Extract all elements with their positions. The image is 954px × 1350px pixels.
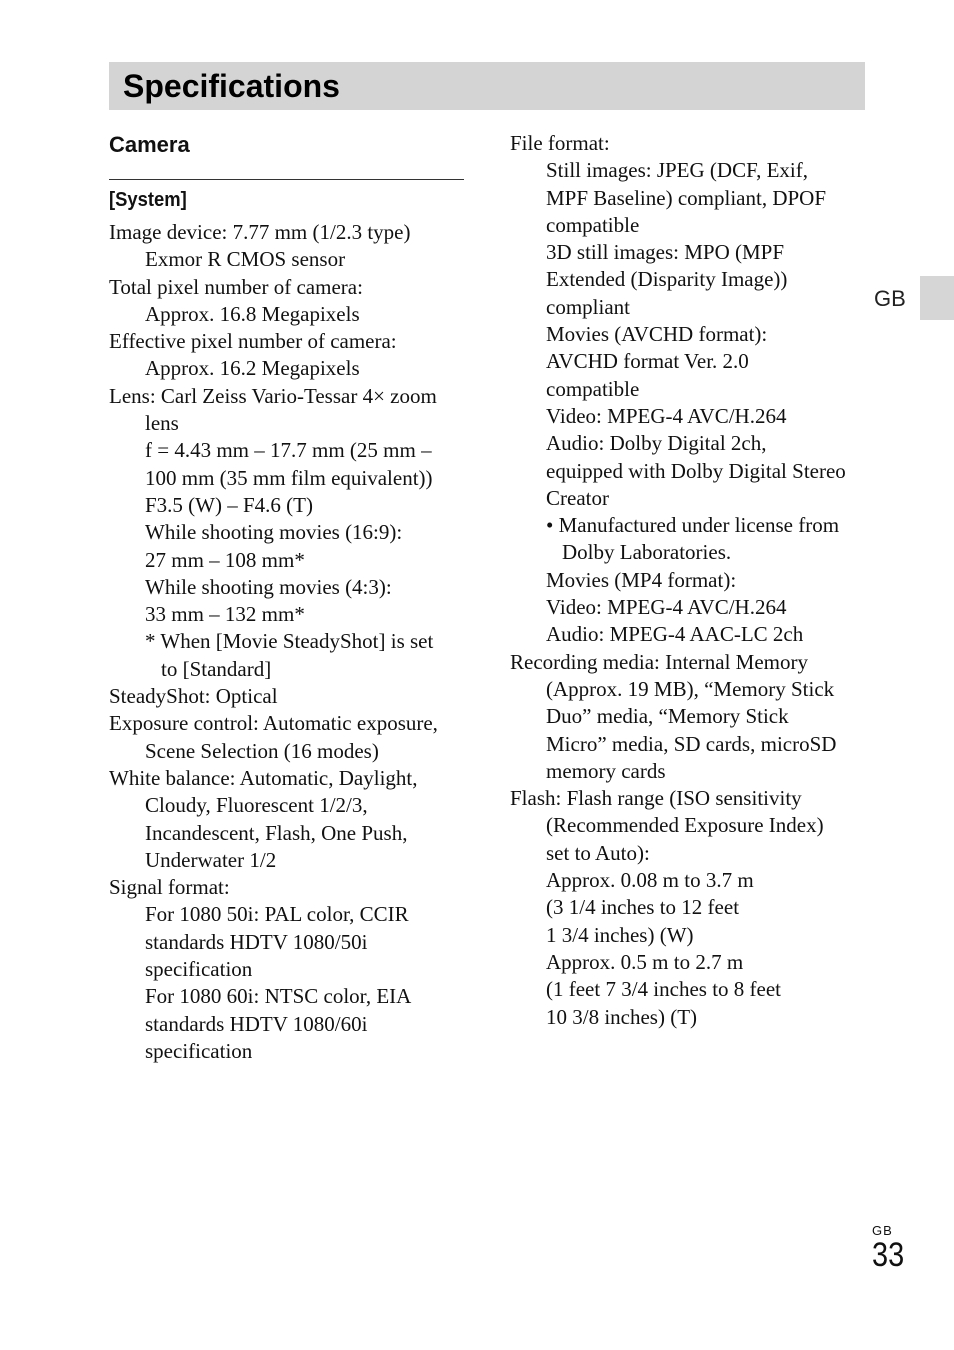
spec-line: Effective pixel number of camera: <box>109 329 397 354</box>
spec-line: f = 4.43 mm – 17.7 mm (25 mm – <box>145 438 432 463</box>
left-column <box>109 130 465 1065</box>
spec-line: Approx. 0.5 m to 2.7 m <box>546 949 744 974</box>
spec-line: Image device: 7.77 mm (1/2.3 type) <box>109 220 411 244</box>
section-divider <box>109 179 464 180</box>
spec-line: (Approx. 19 MB), “Memory Stick <box>546 676 835 701</box>
spec-line: compatible <box>546 212 640 237</box>
spec-line: MPF Baseline) compliant, DPOF <box>546 185 827 210</box>
spec-line: * When [Movie SteadyShot] is set <box>145 629 434 654</box>
spec-line: 10 3/8 inches) (T) <box>546 1004 698 1029</box>
spec-line: Extended (Disparity Image)) <box>546 267 788 292</box>
spec-line: 33 mm – 132 mm* <box>145 602 305 627</box>
spec-line: specification <box>145 957 253 982</box>
spec-line: File format: <box>510 131 610 155</box>
spec-line: F3.5 (W) – F4.6 (T) <box>145 492 313 517</box>
spec-line: Micro” media, SD cards, microSD <box>546 731 837 756</box>
spec-line: Signal format: <box>109 875 230 900</box>
spec-line: Movies (AVCHD format): <box>546 322 768 347</box>
spec-line: 3D still images: MPO (MPF <box>546 240 785 265</box>
spec-line: Creator <box>546 485 609 510</box>
spec-line: Still images: JPEG (DCF, Exif, <box>546 158 808 183</box>
spec-list-left <box>109 219 465 1065</box>
spec-list-right <box>510 130 866 1031</box>
spec-line: Cloudy, Fluorescent 1/2/3, <box>145 793 368 818</box>
spec-line: (3 1/4 inches to 12 feet <box>546 895 740 920</box>
page-lang-label: GB <box>872 1223 893 1238</box>
spec-line: Exposure control: Automatic exposure, <box>109 711 438 736</box>
spec-line: to [Standard] <box>161 656 272 681</box>
spec-line: While shooting movies (4:3): <box>145 574 392 599</box>
spec-line: 1 3/4 inches) (W) <box>546 922 694 947</box>
spec-line: While shooting movies (16:9): <box>145 520 403 545</box>
spec-line: compliant <box>546 294 630 319</box>
spec-line: Audio: MPEG-4 AAC-LC 2ch <box>546 622 804 647</box>
spec-line: (Recommended Exposure Index) <box>546 813 824 838</box>
spec-line: 100 mm (35 mm film equivalent)) <box>145 465 433 490</box>
spec-line: specification <box>145 1038 253 1063</box>
spec-line: Scene Selection (16 modes) <box>145 738 379 763</box>
subsection-heading-system: [System] <box>109 189 187 211</box>
spec-line: memory cards <box>546 758 666 783</box>
spec-line: Flash: Flash range (ISO sensitivity <box>510 786 802 811</box>
section-heading-camera: Camera <box>109 132 190 157</box>
spec-line: AVCHD format Ver. 2.0 <box>546 349 749 374</box>
spec-line: standards HDTV 1080/60i <box>145 1011 368 1036</box>
spec-line: (1 feet 7 3/4 inches to 8 feet <box>546 977 781 1002</box>
spec-line: Audio: Dolby Digital 2ch, <box>546 431 767 456</box>
right-column <box>510 130 866 1031</box>
spec-line: set to Auto): <box>546 840 650 865</box>
spec-line: standards HDTV 1080/50i <box>145 929 368 954</box>
spec-line: For 1080 60i: NTSC color, EIA <box>145 984 412 1009</box>
spec-line: Movies (MP4 format): <box>546 567 737 592</box>
spec-line: lens <box>145 411 179 436</box>
spec-line: Recording media: Internal Memory <box>510 649 808 674</box>
language-tab-label: GB <box>874 286 906 311</box>
spec-line: 27 mm – 108 mm* <box>145 547 305 572</box>
spec-line: compatible <box>546 376 640 401</box>
spec-line: SteadyShot: Optical <box>109 684 278 709</box>
spec-line: For 1080 50i: PAL color, CCIR <box>145 902 409 927</box>
spec-line: Lens: Carl Zeiss Vario-Tessar 4× zoom <box>109 383 437 408</box>
spec-line: equipped with Dolby Digital Stereo <box>546 458 846 483</box>
spec-line: Approx. 16.8 Megapixels <box>145 301 360 326</box>
spec-line: White balance: Automatic, Daylight, <box>109 765 418 790</box>
spec-line: Approx. 0.08 m to 3.7 m <box>546 868 754 893</box>
spec-line: Video: MPEG-4 AVC/H.264 <box>546 403 787 428</box>
page-number: 33 <box>872 1236 905 1274</box>
spec-line: Duo” media, “Memory Stick <box>546 704 789 729</box>
spec-line: Approx. 16.2 Megapixels <box>145 356 360 381</box>
spec-line: Underwater 1/2 <box>145 847 277 872</box>
page-title: Specifications <box>123 68 340 104</box>
page-number-block <box>872 1224 910 1272</box>
title-bar <box>109 62 865 110</box>
spec-line: Video: MPEG-4 AVC/H.264 <box>546 595 787 620</box>
spec-line: Total pixel number of camera: <box>109 274 363 299</box>
spec-line: Exmor R CMOS sensor <box>145 247 346 272</box>
spec-line: • Manufactured under license from <box>546 513 840 538</box>
language-tab <box>920 276 954 320</box>
spec-line: Incandescent, Flash, One Push, <box>145 820 408 845</box>
spec-line: Dolby Laboratories. <box>562 540 732 565</box>
